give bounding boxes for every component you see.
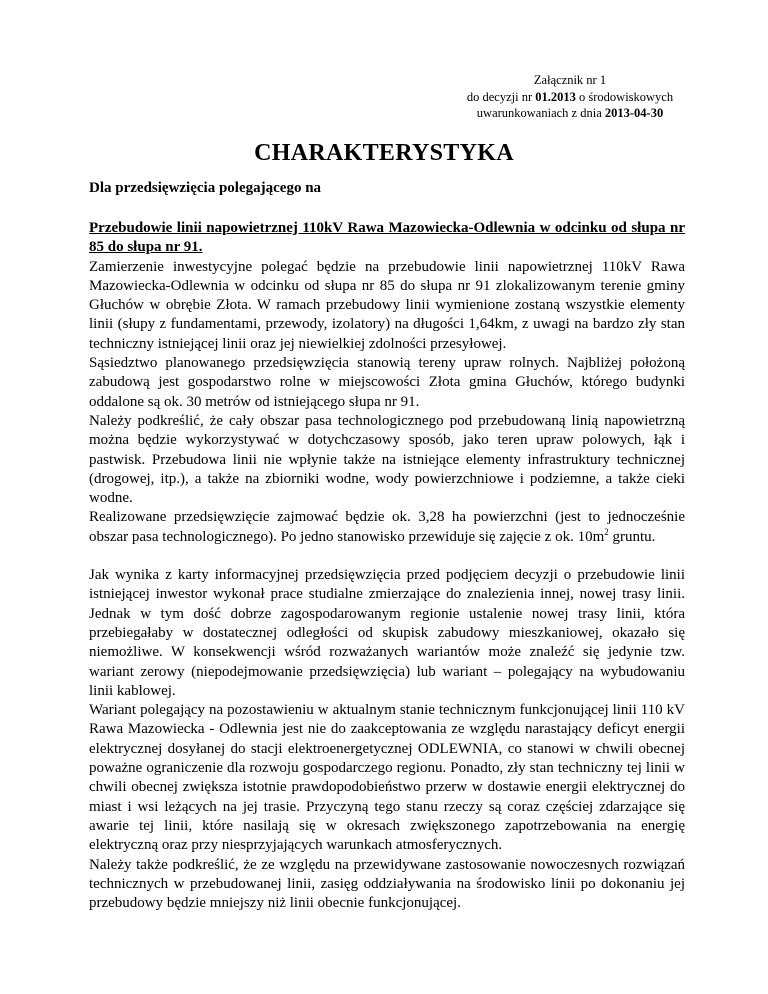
annex-line-1: Załącznik nr 1: [533, 73, 607, 87]
annex-line-2: [420, 89, 720, 106]
project-subject: Przebudowie linii napowietrznej 110kV Rawa Mazowiecka-Odlewnia w odcinku od słupa nr 85 do słupa nr 91.: [89, 220, 685, 256]
paragraph: Jak wynika z karty informacyjnej przedsięwzięcia przed podjęciem decyzji o przebudowie linii istniejącej inwestor wykonał prace studialne zmierzające do znalezienia innej, nowej trasy linii. Jednak w tym dość dobrze zagospodarowanym regionie ustalenie nowej trasy linii, która przebiegałaby w dostatecznej odległości od skupisk zabudowy mieszkaniowej, okazało się niemożliwe. W konsekwencji wśród rozważanych wariantów może znaleźć się jedynie tzw. wariant zerowy (niepodejmowanie przedsięwzięcia) lub wariant – polegający na wybudowaniu linii kablowej.: [89, 567, 685, 699]
paragraph: Należy podkreślić, że cały obszar pasa technologicznego pod przebudowaną linią napowietrzną można będzie wykorzystywać w dotychczasowy sposób, jako teren upraw polowych, łąk i pastwisk. Przebudowa linii nie wpłynie także na istniejące elementy infrastruktury technicznej (drogowej, itp.), a także na zbiorniki wodne, wody powierzchniowe i podziemne, a także cieki wodne.: [89, 412, 685, 507]
area-text-tail: gruntu.: [608, 528, 656, 545]
paragraph-gap: [89, 547, 685, 566]
paragraph: Sąsiedztwo planowanego przedsięwzięcia stanowią tereny upraw rolnych. Najbliżej położoną zabudową jest gospodarstwo rolne w miejscowości Złota gmina Głuchów, którego budynki oddalone są ok. 30 metrów od istniejącego słupa nr 91.: [89, 355, 685, 410]
annex-header: [420, 72, 720, 122]
decision-number: 01.2013: [535, 89, 576, 104]
intro-line: Dla przedsięwzięcia polegającego na: [89, 180, 322, 196]
paragraph: Należy także podkreślić, że ze względu na przewidywane zastosowanie nowoczesnych rozwiązań technicznych w przebudowanej linii, zasięg oddziaływania na środowisko linii po dokonaniu jej przebudowy będzie mniejszy niż linii obecnie funkcjonującej.: [89, 856, 685, 912]
annex-line-2-text: do decyzji nr: [466, 89, 536, 104]
paragraph: Wariant polegający na pozostawieniu w aktualnym stanie technicznym funkcjonującej linii 110 kV Rawa Mazowiecka - Odlewnia jest nie do zaakceptowania ze względu narastający deficyt energii elektrycznej dosyłanej do stacji elektroenergetycznej ODLEWNIA, co stanowi w chwili obecnej poważne ograniczenie dla rozwoju gospodarczego regionu. Ponadto, zły stan techniczny tej linii w chwili obecnej zwiększa istotnie prawdopodobieństwo przerw w dostawie energii elektrycznej do miast i wsi leżących na jej trasie. Przyczyną tego stanu rzeczy są coraz częściej zdarzające się awarie tej linii, które nasilają się w okresach zwiększonego zapotrzebowania na energię elektryczną oraz przy niesprzyjających warunkach atmosferycznych.: [89, 702, 685, 854]
document-body: [89, 219, 685, 913]
annex-line-2-tail: o środowiskowych: [575, 89, 674, 104]
paragraph: Zamierzenie inwestycyjne polegać będzie na przebudowie linii napowietrznej 110kV Rawa Mazowiecka-Odlewnia w odcinku od słupa nr 85 do słupa nr 91 zlokalizowanym terenie gminy Głuchów w obrębie Złota. W ramach przebudowy linii wymienione zostaną wszystkie elementy linii (słupy z fundamentami, przewody, izolatory) na długości 1,64km, z uwagi na bardzo zły stan techniczny istniejącej linii oraz jej niewielkiej zdolności przesyłowej.: [89, 258, 685, 352]
document-title: CHARAKTERYSTYKA: [254, 140, 514, 166]
superscript: 2: [604, 526, 609, 537]
area-text: Realizowane przedsięwzięcie zajmować będzie ok. 3,28 ha powierzchni (jest to jednocześnie obszar pasa technologicznego). Po jedno stanowisko przewiduje się zajęcie z ok. 10m: [89, 509, 685, 545]
decision-date: 2013-04-30: [604, 106, 664, 120]
area-paragraph: [89, 508, 685, 547]
annex-line-3-text: uwarunkowaniach z dnia: [476, 106, 605, 120]
annex-line-3: [420, 105, 720, 122]
